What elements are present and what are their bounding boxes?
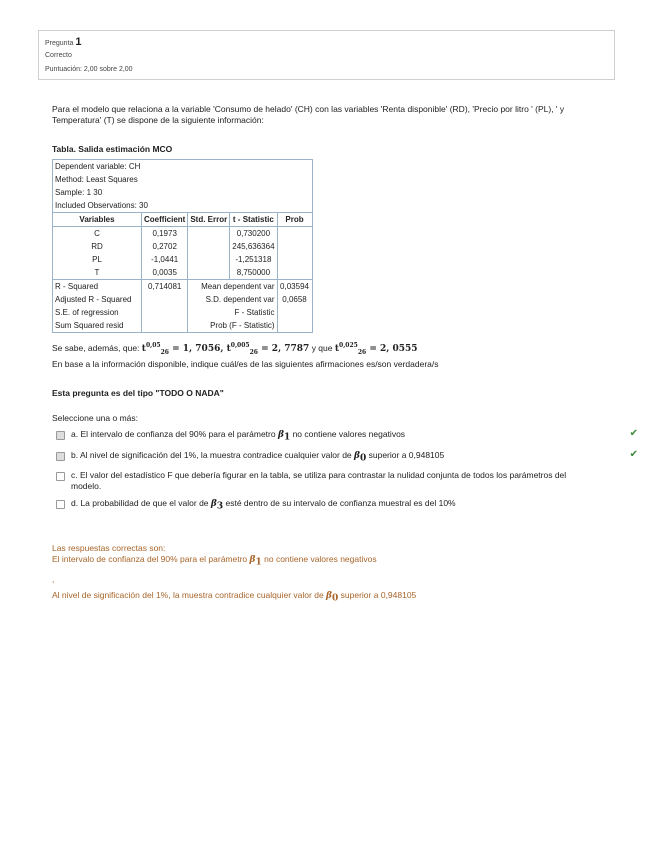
- t3-val: = 2, 0555: [366, 344, 418, 354]
- option-c-text: c. El valor del estadístico F que debería figurar en la tabla, se utiliza para contrastar la nulidad conjunta de todos los parámetros del modelo.: [71, 470, 567, 492]
- t2-sup: 0,005: [230, 342, 250, 349]
- stat-value: [142, 306, 188, 319]
- cell-t: 0,730200: [230, 227, 277, 241]
- stats-row: [53, 293, 313, 306]
- known-mid: y que: [309, 343, 335, 353]
- table-header-line: Method: Least Squares: [53, 173, 313, 186]
- stat-value: 0,714081: [142, 280, 188, 294]
- correct-check-icon: ✔: [629, 428, 638, 439]
- option-a-text: a. El intervalo de confianza del 90% para el parámetro $\beta_1$ no contiene valores negativos: [71, 429, 406, 443]
- stat-label2: F - Statistic: [188, 306, 277, 319]
- col-std-error: Std. Error: [188, 213, 230, 227]
- table-row: [53, 227, 313, 241]
- cell-coef: 0,0035: [142, 266, 188, 280]
- question-number: 1: [75, 36, 82, 48]
- cell-se: [188, 240, 230, 253]
- stat-value: [142, 319, 188, 333]
- select-prompt: Seleccione una o más:: [52, 413, 138, 423]
- stats-row: [53, 319, 313, 333]
- cell-coef: -1,0441: [142, 253, 188, 266]
- option-a-checkbox[interactable]: [56, 431, 65, 440]
- stat-label: Adjusted R - Squared: [53, 293, 142, 306]
- question-content: [52, 104, 638, 609]
- cell-se: [188, 227, 230, 241]
- question-intro: Para el modelo que relaciona a la variable 'Consumo de helado' (CH) con las variables 'Renta disponible' (RD), 'Precio por litro ' (PL), ' y Temperatura' (T) se dispone de la siguiente información:: [52, 104, 565, 125]
- t2-sub: 26: [249, 348, 258, 356]
- t3-sub: 26: [357, 348, 367, 356]
- feedback-box: [52, 543, 612, 604]
- cell-se: [188, 266, 230, 280]
- option-b[interactable]: [52, 448, 638, 465]
- cell-var: RD: [53, 240, 142, 253]
- instruction: En base a la información disponible, indique cuál/es de las siguientes afirmaciones es/son verdadera/s: [52, 359, 439, 369]
- option-c-checkbox[interactable]: [56, 472, 65, 481]
- cell-t: 8,750000: [230, 266, 277, 280]
- option-b-text: b. Al nivel de significación del 1%, la muestra contradice cualquier valor de $\beta_0$ superior a 0,948105: [71, 449, 445, 464]
- t-value-1: $t^{0,05}_{26} = 1$, 7056,: [141, 342, 227, 356]
- cell-t: -1,251318: [230, 253, 277, 266]
- cell-prob: [277, 227, 312, 241]
- cell-t: 245,636364: [230, 240, 277, 253]
- column-header-row: [53, 213, 313, 227]
- correct-check-icon: ✔: [629, 448, 638, 460]
- feedback-title: Las respuestas correctas son:: [52, 543, 166, 554]
- stat-value2: 0,0658: [277, 293, 312, 306]
- option-a[interactable]: [52, 428, 638, 444]
- table-row: [53, 253, 313, 266]
- cell-prob: [277, 253, 312, 266]
- cell-prob: [277, 240, 312, 253]
- question-label: Pregunta: [45, 40, 74, 47]
- stat-label2: Prob (F - Statistic): [188, 319, 277, 333]
- col-variables: Variables: [53, 213, 142, 227]
- critical-values-line: [52, 343, 612, 355]
- col-prob: Prob: [277, 213, 312, 227]
- table-header-line: Sample: 1 30: [53, 186, 313, 199]
- t-value-3: $t^{0,025}_{26} = 2$, 0555: [334, 342, 418, 356]
- table-row: [53, 240, 313, 253]
- t1-sup: 0,05: [145, 342, 161, 349]
- col-t-statistic: t - Statistic: [230, 213, 277, 227]
- stats-row: [53, 306, 313, 319]
- question-number-line: [45, 35, 608, 49]
- cell-coef: 0,1973: [142, 227, 188, 241]
- question-grade: Puntuación: 2,00 sobre 2,00: [45, 66, 133, 73]
- table-header-line: Dependent variable: CH: [53, 160, 313, 174]
- stat-label: Sum Squared resid: [53, 319, 142, 333]
- t3-sup: 0,025: [339, 342, 358, 349]
- estimation-table: [52, 159, 313, 333]
- cell-se: [188, 253, 230, 266]
- stats-row: [53, 280, 313, 294]
- stat-label2: S.D. dependent var: [188, 293, 277, 306]
- t1-val: = 1, 7056,: [168, 344, 227, 354]
- t1-sub: 26: [160, 348, 169, 356]
- t-value-2: $t^{0,005}_{26} = 2$, 7787: [226, 342, 310, 356]
- table-caption: Tabla. Salida estimación MCO: [52, 144, 173, 154]
- type-note: Esta pregunta es del tipo "TODO O NADA": [52, 388, 224, 398]
- option-d-text: d. La probabilidad de que el valor de $\beta_3$ esté dentro de su intervalo de confianza muestral es del 10%: [71, 498, 456, 513]
- stat-value2: 0,03594: [277, 280, 312, 294]
- option-d[interactable]: [52, 498, 612, 513]
- feedback-answer-2: Al nivel de significación del 1%, la muestra contradice cualquier valor de $\beta_0$ superior a 0,948105: [52, 589, 417, 604]
- table-header-line: Included Observations: 30: [53, 199, 313, 213]
- table-row: [53, 266, 313, 280]
- stat-label: R - Squared: [53, 280, 142, 294]
- col-coefficient: Coefficient: [142, 213, 188, 227]
- cell-coef: 0,2702: [142, 240, 188, 253]
- cell-var: C: [53, 227, 142, 241]
- stat-label2: Mean dependent var: [188, 280, 277, 294]
- stat-label: S.E. of regression: [53, 306, 142, 319]
- feedback-answer-1: El intervalo de confianza del 90% para el parámetro $\beta_1$ no contiene valores negativos: [52, 554, 377, 568]
- option-b-checkbox[interactable]: [56, 452, 65, 461]
- stat-value2: [277, 306, 312, 319]
- cell-var: PL: [53, 253, 142, 266]
- feedback-separator: ,: [52, 573, 55, 584]
- known-prefix: Se sabe, además, que:: [52, 343, 140, 353]
- question-state: Correcto: [45, 52, 72, 59]
- cell-prob: [277, 266, 312, 280]
- cell-var: T: [53, 266, 142, 280]
- stat-value2: [277, 319, 312, 333]
- option-c[interactable]: [52, 470, 612, 492]
- question-info-box: [38, 30, 615, 80]
- option-d-checkbox[interactable]: [56, 500, 65, 509]
- stat-value: [142, 293, 188, 306]
- t2-val: = 2, 7787: [257, 344, 310, 354]
